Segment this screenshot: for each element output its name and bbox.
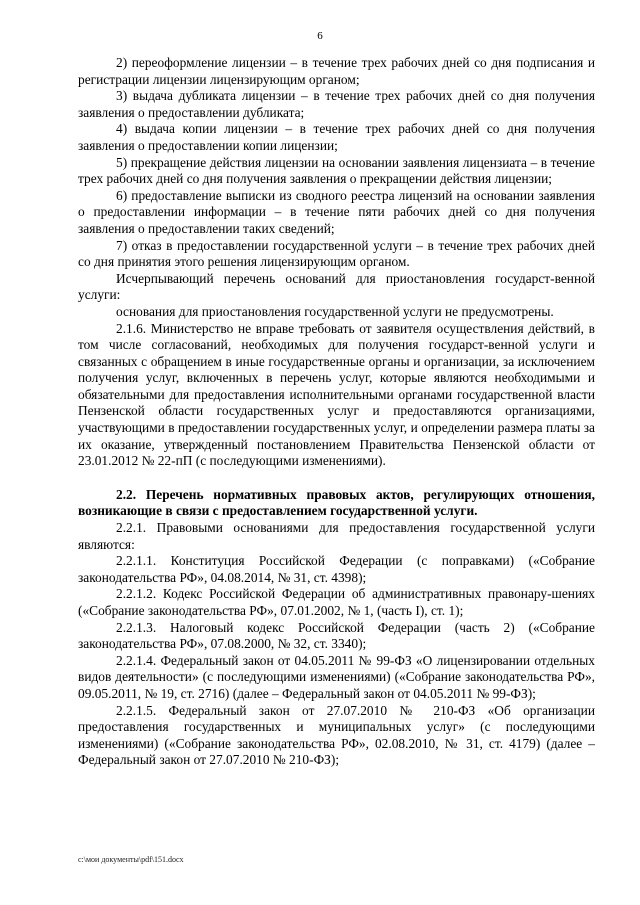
paragraph-item-6: 6) предоставление выписки из сводного реестра лицензий на основании заявления о предоставлении информации – в течение пяти рабочих дней со дня получения заявления о предоставлении таких сведений;: [78, 187, 595, 236]
paragraph-2-2-1-5: 2.2.1.5. Федеральный закон от 27.07.2010 № 210-ФЗ «Об организации предоставления государственных и муниципальных услуг» (с последующими изменениями) («Собрание законодательства РФ», 02.08.2010, № 31, ст. 4179) (далее – Федеральный закон от 27.07.2010 № 210-ФЗ);: [78, 702, 595, 768]
paragraph-item-4: 4) выдача копии лицензии – в течение трех рабочих дней со дня получения заявления о предоставлении копии лицензии;: [78, 121, 595, 153]
paragraph-2-2-1-3: 2.2.1.3. Налоговый кодекс Российской Федерации (часть 2) («Собрание законодательства РФ», 07.08.2000, № 32, ст. 3340);: [78, 619, 595, 652]
paragraph-item-3: 3) выдача дубликата лицензии – в течение трех рабочих дней со дня получения заявления о предоставлении дубликата;: [78, 88, 595, 120]
paragraph-2-2-1-1: 2.2.1.1. Конституция Российской Федерации (с поправками) («Собрание законодательства РФ», 04.08.2014, № 31, ст. 4398);: [78, 553, 595, 585]
section-heading-2-2: 2.2. Перечень нормативных правовых актов, регулирующих отношения, возникающие в связи с предоставлением государственной услуги.: [78, 486, 595, 519]
paragraph-suspension-list: Исчерпывающий перечень оснований для приостановления государст-венной услуги:: [78, 270, 595, 303]
paragraph-2-2-1: 2.2.1. Правовыми основаниями для предоставления государственной услуги являются:: [78, 520, 595, 552]
document-body: [78, 55, 595, 769]
paragraph-2-2-1-4: 2.2.1.4. Федеральный закон от 04.05.2011 № 99-ФЗ «О лицензировании отдельных видов деятельности» (с последующими изменениями) («Собрание законодательства РФ», 09.05.2011, № 19, ст. 2716) (далее – Федеральный закон от 04.05.2011 № 99-ФЗ);: [78, 652, 595, 701]
paragraph-2-2-1-2: 2.2.1.2. Кодекс Российской Федерации об административных правонару-шениях («Собрание законодательства РФ», 07.01.2002, № 1, (часть I), ст. 1);: [78, 586, 595, 618]
paragraph-suspension-none: основания для приостановления государственной услуги не предусмотрены.: [116, 303, 554, 319]
paragraph-item-5: 5) прекращение действия лицензии на основании заявления лицензиата – в течение трех рабочих дней со дня получения заявления о прекращении действия лицензии;: [78, 154, 595, 187]
paragraph-item-7: 7) отказ в предоставлении государственной услуги – в течение трех рабочих дней со дня принятия этого решения лицензирующим органом.: [78, 237, 595, 270]
paragraph-2-1-6: 2.1.6. Министерство не вправе требовать от заявителя осуществления действий, в том числе согласований, необходимых для получения государст-венной услуги и связанных с обращением в иные государственные органы и организации, за исключением получения услуг, включенных в перечень услуг, которые являются необходимыми и обязательными для предоставления исполнительными органами государственной власти Пензенской области государственных услуг и предоставляются организациями, участвующими в предоставлении государственных услуг, и определении размера платы за их оказание, утвержденный постановлением Правительства Пензенской области от 23.01.2012 № 22-пП (с последующими изменениями).: [78, 320, 595, 469]
footer-file-path: c:\мои документы\pdf\151.docx: [78, 855, 184, 864]
paragraph-item-2: 2) переоформление лицензии – в течение трех рабочих дней со дня подписания и регистрации лицензии лицензирующим органом;: [78, 55, 595, 87]
page-number: 6: [317, 30, 323, 42]
